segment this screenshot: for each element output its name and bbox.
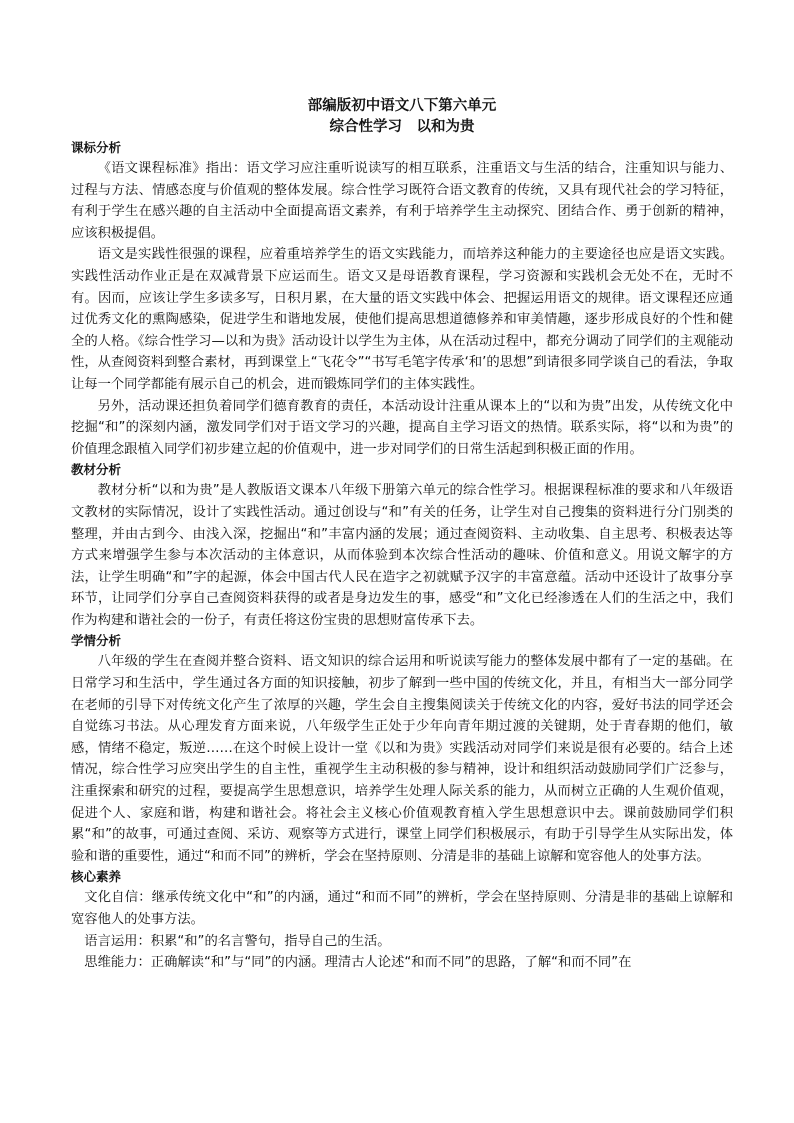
section-heading: 学情分析 [71,633,122,649]
paragraph: 教材分析“以和为贵”是人教版语文课本八年级下册第六单元的综合性学习。根据课程标准的要求和八年级语文教材的实际情况，设计了实践性活动。通过创设与“和”有关的任务，让学生对自己搜集的资料进行分门别类的整理，并由古到今、由浅入深，挖掘出“和”丰富内涵的发展；通过查阅资料、主动收集、自主思考、积极表达等方式来增强学生参与本次活动的主体意识，从而体验到本次综合性活动的趣味、价值和意义。用说文解字的方法，让学生明确“和”字的起源，体会中国古代人民在造字之初就赋予汉字的丰富意蕴。活动中还设计了故事分享环节，让同学们分享自己查阅资料获得的或者是身边发生的事，感受“和”文化已经渗透在人们的生活之中，我们作为构建和谐社会的一份子，有责任将这份宝贵的思想财富传承下去。 [71,483,733,628]
title-line-2: 综合性学习 以和为贵 [329,119,475,135]
document-title [71,96,733,138]
title-line-1: 部编版初中语文八下第六单元 [307,98,497,114]
section-students [71,631,733,867]
paragraph: 《语文课程标准》指出：语文学习应注重听说读写的相互联系，注重语文与生活的结合，注重知识与能力、过程与方法、情感态度与价值观的整体发展。综合性学习既符合语文教育的传统，又具有现代社会的学习特征，有利于学生在感兴趣的自主活动中全面提高语文素养，有利于培养学生主动探究、团结合作、勇于创新的精神，应该积极提倡。 [71,161,733,241]
section-heading: 教材分析 [71,462,122,478]
document-page [71,96,733,974]
paragraph: 语文是实践性很强的课程，应着重培养学生的语文实践能力，而培养这种能力的主要途径也应是语文实践。实践性活动作业正是在双减背景下应运而生。语文又是母语教育课程，学习资源和实践机会无处不在，无时不有。因而，应该让学生多读多写，日积月累，在大量的语文实践中体会、把握运用语文的规律。语文课程还应通过优秀文化的熏陶感染，促进学生和谐地发展，使他们提高思想道德修养和审美情趣，逐步形成良好的个性和健全的人格。《综合性学习—以和为贵》活动设计以学生为主体，从在活动过程中，都充分调动了同学们的主观能动性，从查阅资料到整合素材，再到课堂上“飞花令”“书写毛笔字传承‘和’的思想”到请很多同学谈自己的看法，争取让每一个同学都能有展示自己的机会，进而锻炼同学们的主体实践性。 [71,247,733,392]
section-heading: 核心素养 [71,869,122,885]
section-textbook [71,460,733,631]
section-core-literacy [71,867,733,973]
paragraph: 另外，活动课还担负着同学们德育教育的责任，本活动设计注重从课本上的“以和为贵”出发，从传统文化中挖掘“和”的深刻内涵，激发同学们对于语文学习的兴趣，提高自主学习语文的热情。联系实际，将“以和为贵”的价值理念跟植入同学们初步建立起的价值观中，进一步对同学们的日常生活起到积极正面的作用。 [71,398,733,457]
core-literacy-item: 语言运用：积累“和”的名言警句，指导自己的生活。 [84,933,391,949]
core-literacy-item: 文化自信：继承传统文化中“和”的内涵，通过“和而不同”的辨析，学会在坚持原则、分清是非的基础上谅解和宽容他人的处事方法。 [71,890,733,927]
section-heading: 课标分析 [71,140,122,155]
paragraph: 八年级的学生在查阅并整合资料、语文知识的综合运用和听说读写能力的整体发展中都有了一定的基础。在日常学习和生活中，学生通过各方面的知识接触，初步了解到一些中国的传统文化，并且，有相当大一部分同学在老师的引导下对传统文化产生了浓厚的兴趣，学生会自主搜集阅读关于传统文化的内容，爱好书法的同学还会自觉练习书法。从心理发育方面来说，八年级学生正处于少年向青年期过渡的关键期，处于青春期的他们，敏感，情绪不稳定，叛逆……在这个时候上设计一堂《以和为贵》实践活动对同学们来说是很有必要的。结合上述情况，综合性学习应突出学生的自主性，重视学生主动积极的参与精神，设计和组织活动鼓励同学们广泛参与，注重探索和研究的过程，要提高学生思想意识，培养学生处理人际关系的能力，从而树立正确的人生观价值观，促进个人、家庭和谐，构建和谐社会。将社会主义核心价值观教育植入学生思想意识中去。课前鼓励同学们积累“和”的故事，可通过查阅、采访、观察等方式进行，课堂上同学们积极展示，有助于引导学生从实际出发，体验和谐的重要性，通过“和而不同”的辨析，学会在坚持原则、分清是非的基础上谅解和宽容他人的处事方法。 [71,654,733,864]
section-curriculum [71,138,733,460]
core-literacy-item: 思维能力：正确解读“和”与“同”的内涵。理清古人论述“和而不同”的思路，了解“和而不同”在 [84,955,632,971]
